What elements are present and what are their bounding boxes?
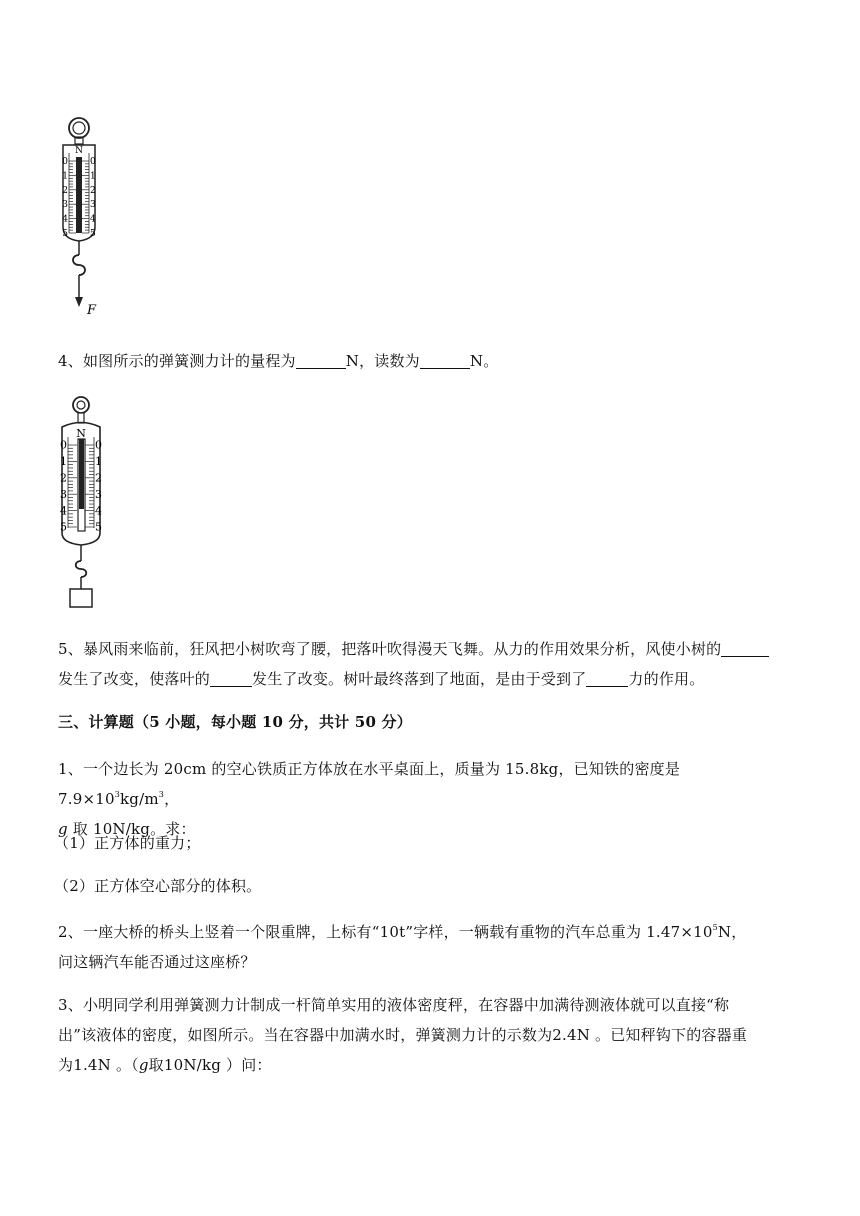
answer-blank-range[interactable] (296, 352, 346, 369)
scale-tick-label-r: 0 (90, 157, 96, 167)
q5-line2-c: 力的作用。 (628, 670, 705, 688)
c1-line2: 取 10N/kg。求： (67, 820, 196, 838)
scale-tick-label-l: 2 (62, 185, 68, 196)
c1-exp1: 3 (114, 790, 121, 799)
spring-scale-figure-1 (55, 115, 115, 320)
scale-tick-label-l: 3 (60, 487, 67, 501)
scale-tick-label-r: 3 (90, 200, 96, 211)
spring-rod (79, 439, 84, 509)
scale-tick-label-r: 5 (90, 229, 96, 239)
top-ring-icon (69, 118, 89, 144)
hanging-block (70, 589, 92, 607)
top-ring-icon (73, 397, 89, 423)
scale-tick-label-r: 3 (95, 487, 102, 501)
arrow-head-icon (75, 297, 83, 307)
scale-tick-label-r: 1 (95, 455, 102, 469)
c3-line3-a: 为1.4N 。（ (58, 1056, 139, 1074)
c2-exp: 5 (712, 923, 718, 932)
q5-line2-a: 发生了改变，使落叶的 (58, 670, 211, 688)
scale-tick-label-l: 1 (62, 171, 68, 182)
scale-tick-label-r: 2 (90, 185, 96, 196)
scale-unit-label: N (76, 427, 86, 440)
c3-g: g (138, 1056, 149, 1074)
c2-unit: N， (717, 923, 747, 941)
c1-comma: ， (164, 790, 180, 808)
question-5 (58, 634, 806, 694)
q4-prefix: 4、如图所示的弹簧测力计的量程为 (58, 352, 296, 370)
c2-line2: 问这辆汽车能否通过这座桥？ (58, 953, 256, 971)
scale-tick-label-l: 4 (62, 214, 68, 225)
spring-rod (76, 157, 82, 233)
answer-blank-shape[interactable] (721, 640, 769, 657)
scale-tick-label-r: 4 (90, 214, 96, 225)
c1-unit1: kg/m (120, 790, 159, 808)
scale-tick-label-l: 2 (60, 471, 67, 485)
scale-tick-label-r: 4 (95, 504, 102, 518)
calc-question-2 (58, 917, 806, 977)
c3-line3-b: 取10N/kg ）问： (148, 1056, 272, 1074)
force-label: F (87, 303, 97, 318)
c1-exp2: 3 (158, 790, 165, 799)
scale-tick-label-r: 5 (95, 520, 102, 534)
scale-tick-label-r: 2 (95, 471, 102, 485)
q4-mid: N，读数为 (345, 352, 420, 370)
answer-blank-motion[interactable] (210, 670, 252, 687)
scale-tick-label-l: 4 (60, 504, 67, 518)
spring-scale-figure-2 (55, 393, 115, 615)
scale-tick-label-r: 0 (95, 438, 102, 452)
q5-line1: 5、暴风雨来临前，狂风把小树吹弯了腰，把落叶吹得漫天飞舞。从力的作用效果分析，风使小树的 (58, 640, 722, 658)
c2-line1: 2、一座大桥的桥头上竖着一个限重牌，上标有“10t”字样，一辆载有重物的汽车总重为 1.47×10 (58, 923, 713, 941)
q4-suffix: N。 (469, 352, 499, 370)
scale-tick-label-l: 0 (60, 438, 67, 452)
scale-tick-label-l: 3 (62, 200, 68, 211)
hook-icon (76, 561, 87, 577)
scale-unit-label: N (75, 146, 83, 156)
calc-question-1-sub-2: （2）正方体空心部分的体积。 (54, 877, 262, 895)
scale-tick-label-l: 5 (60, 520, 67, 534)
scale-tick-label-l: 1 (60, 455, 67, 469)
q5-line2-b: 发生了改变。树叶最终落到了地面，是由于受到了 (252, 670, 587, 688)
c3-line1: 3、小明同学利用弹簧测力计制成一杆简单实用的液体密度秤，在容器中加满待测液体就可以直接“称 (58, 996, 730, 1014)
scale-tick-label-r: 1 (90, 171, 96, 182)
question-4 (58, 346, 806, 376)
scale-tick-label-l: 5 (62, 229, 68, 239)
c1-g: g (58, 820, 68, 838)
answer-blank-force[interactable] (586, 670, 628, 687)
calc-question-1-sub-1: （1）正方体的重力； (54, 834, 201, 852)
c3-line2: 出”该液体的密度，如图所示。当在容器中加满水时，弹簧测力计的示数为2.4N 。已知秤钩下的容器重 (58, 1026, 748, 1044)
c1-line1: 1、一个边长为 20cm 的空心铁质正方体放在水平桌面上，质量为 15.8kg，已知铁的密度是 7.9×10 (58, 760, 681, 808)
scale-tick-label-l: 0 (62, 157, 68, 167)
section-3-heading: 三、计算题（5 小题，每小题 10 分，共计 50 分） (58, 713, 412, 731)
hook-icon (73, 255, 85, 275)
answer-blank-reading[interactable] (420, 352, 470, 369)
calc-question-3 (58, 990, 806, 1080)
